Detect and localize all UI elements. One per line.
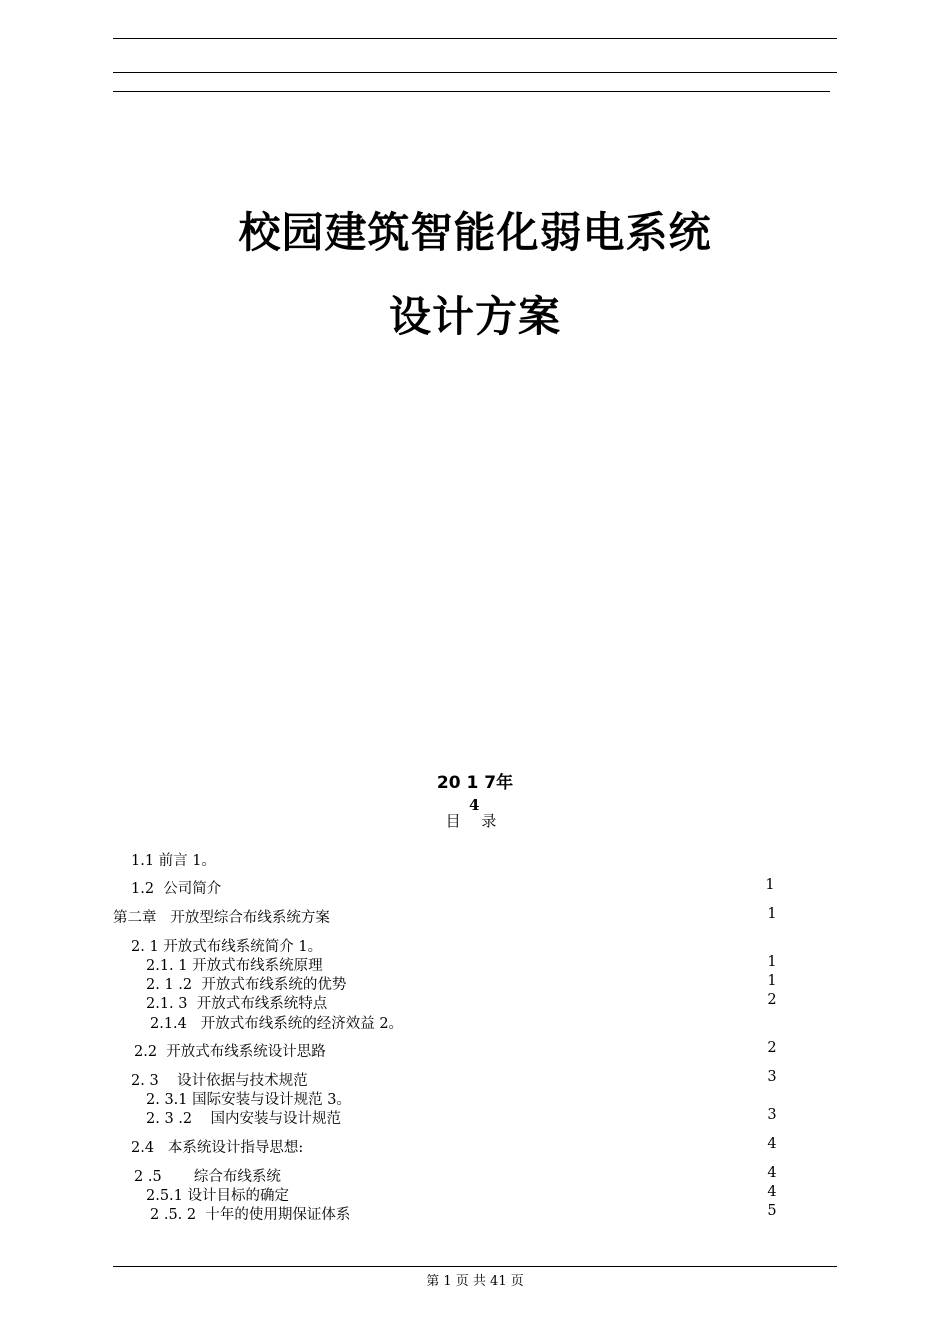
toc-entry[interactable]: 1.2 公司简介 [131, 881, 222, 897]
header-rule-bottom [113, 91, 830, 92]
toc-entry[interactable]: 2.1.4 开放式布线系统的经济效益 2。 [150, 1016, 404, 1032]
toc-entry[interactable]: 2. 3 .2 国内安装与设计规范 [146, 1111, 342, 1127]
toc-heading: 目 录 [445, 812, 505, 830]
toc-entry[interactable]: 2.2 开放式布线系统设计思路 [134, 1044, 326, 1060]
toc-entry[interactable]: 2. 3 设计依据与技术规范 [131, 1073, 308, 1089]
toc-entry[interactable]: 2. 3.1 国际安装与设计规范 3。 [146, 1092, 351, 1108]
page-footer: 第 1 页 共 41 页 [426, 1274, 524, 1289]
toc-page-number: 4 [767, 1184, 777, 1200]
toc-entry[interactable]: 第二章 开放型综合布线系统方案 [113, 910, 330, 926]
toc-page-number: 2 [767, 992, 777, 1008]
toc-page-number: 1 [767, 954, 777, 970]
toc-page-number: 1 [767, 973, 777, 989]
document-date: 20 1 7年 [436, 773, 514, 793]
toc-entry[interactable]: 2. 1 开放式布线系统简介 1。 [131, 939, 323, 955]
document-title-line2: 设计方案 [388, 292, 561, 341]
footer-rule [113, 1266, 837, 1267]
toc-page-number: 5 [767, 1203, 777, 1219]
toc-entry[interactable]: 1.1 前言 1。 [131, 853, 217, 869]
header-rule-top [113, 38, 837, 39]
toc-page-number: 2 [767, 1040, 777, 1056]
toc-entry[interactable]: 2.1. 1 开放式布线系统原理 [146, 958, 323, 974]
toc-entry[interactable]: 2.4 本系统设计指导思想: [131, 1140, 304, 1156]
toc-page-number: 1 [765, 877, 775, 893]
toc-page-number: 3 [767, 1069, 777, 1085]
date-mark: 4 [469, 796, 480, 814]
toc-page-number: 4 [767, 1136, 777, 1152]
toc-entry[interactable]: 2 .5 综合布线系统 [134, 1169, 281, 1185]
document-title-line1: 校园建筑智能化弱电系统 [238, 208, 712, 257]
toc-entry[interactable]: 2 .5. 2 十年的使用期保证体系 [150, 1207, 351, 1223]
toc-page-number: 3 [767, 1107, 777, 1123]
toc-entry[interactable]: 2.1. 3 开放式布线系统特点 [146, 996, 328, 1012]
toc-entry[interactable]: 2.5.1 设计目标的确定 [146, 1188, 290, 1204]
toc-page-number: 1 [767, 906, 777, 922]
header-rule-middle [113, 72, 837, 73]
toc-page-number: 4 [767, 1165, 777, 1181]
toc-entry[interactable]: 2. 1 .2 开放式布线系统的优势 [146, 977, 347, 993]
